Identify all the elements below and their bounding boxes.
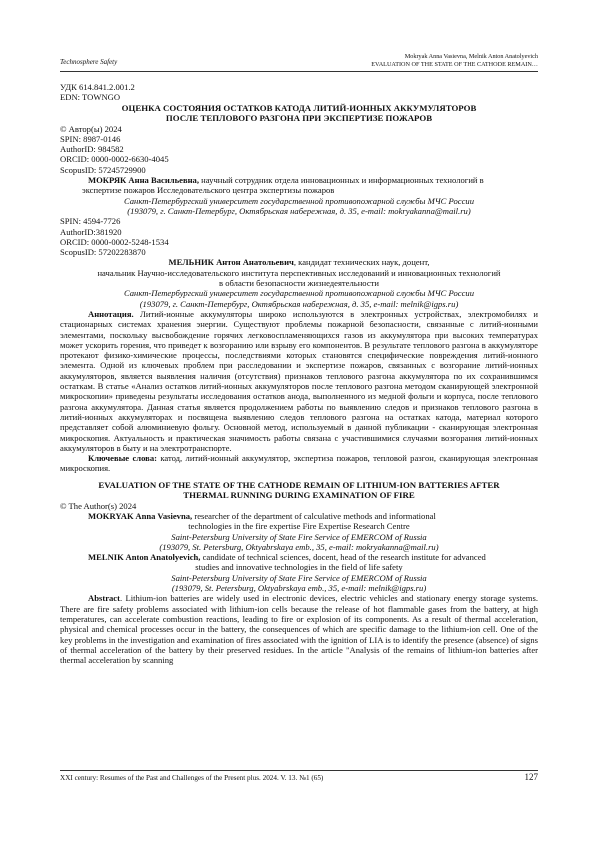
ru-title-line-1: ОЦЕНКА СОСТОЯНИЯ ОСТАТКОВ КАТОДА ЛИТИЙ-ИОННЫХ АККУМУЛЯТОРОВ	[121, 102, 477, 113]
en-author-1-position-cont: technologies in the fire expertise Fire Expertise Research Centre	[188, 521, 410, 532]
en-author-2-affiliation: Saint-Petersburg University of State Fire Service of EMERCOM of Russia	[171, 572, 427, 583]
ru-author-1	[60, 175, 538, 185]
a1-authorid: AuthorID: 984582	[60, 144, 124, 155]
a1-spin: SPIN: 8987-0146	[60, 133, 121, 144]
ru-abstract	[60, 309, 538, 453]
page-number: 127	[524, 772, 538, 782]
en-author-2-address: (193079, St. Petersburg, Oktyabrskaya emb., 35, e-mail: melnik@igps.ru)	[171, 583, 427, 594]
en-abstract-text: . Lithium-ion batteries are widely used in electronic devices, electric vehicles and stationary energy storage systems. There are fire safety problems associated with lithium-ion cells because the release of hot flammable gases from the battery, at high temperatures, can accelerate combustion reactions, leading to fire or explosion of its components. As a result of thermal acceleration, physical and chemical processes occur in the battery, the consequences of which are specific damage to the lithium-ion cell. One of the key problems in the investigation and examination of fires associated with the ignition of LIA is to identify the presence (absence) of signs of thermal acceleration of the battery by their preserved residues. In the article "Analysis of the remains of lithium-ion batteries after thermal acceleration by scanning	[60, 593, 538, 666]
a2-authorid: AuthorID:381920	[60, 226, 122, 237]
a1-scopusid: ScopusID: 57245729900	[60, 164, 146, 175]
en-author-2-position: candidate of technical sciences, docent, head of the research institute for advanced	[200, 552, 486, 563]
en-author-2	[60, 552, 538, 562]
edn-code: EDN: TOWNGO	[60, 92, 121, 103]
footer-rule	[60, 770, 538, 771]
ru-abstract-label: Аннотация.	[88, 308, 134, 319]
ru-author-2-position-cont: начальник Научно-исследовательского института перспективных исследований и инновационных технологий	[97, 267, 501, 278]
ru-author-1-position-cont: экспертизе пожаров Исследовательского центра экспертизы пожаров	[82, 185, 335, 196]
en-abstract	[60, 593, 538, 665]
en-author-1-affiliation: Saint-Petersburg University of State Fire Service of EMERCOM of Russia	[171, 531, 427, 542]
en-author-1	[60, 511, 538, 521]
en-author-1-address: (193079, St. Petersburg, Oktyabrskaya emb., 35, e-mail: mokryakanna@mail.ru)	[159, 541, 439, 552]
ru-keywords-text: катод, литий-ионный аккумулятор, экспертиза пожаров, тепловой разгон, сканирующая электронная микроскопия.	[60, 453, 538, 474]
en-abstract-label: Abstract	[88, 593, 120, 604]
udk-code: УДК 614.841.2.001.2	[60, 82, 135, 92]
footer-journal: XXI century: Resumes of the Past and Challenges of the Present plus. 2024. V. 13. №1 (65)	[60, 774, 324, 782]
a2-orcid: ORCID: 0000-0002-5248-1534	[60, 236, 169, 247]
en-copyright: © The Author(s) 2024	[60, 500, 137, 511]
en-author-2-name: MELNIK Anton Anatolyevich,	[88, 552, 201, 563]
ru-author-2-affiliation: Санкт-Петербургский университет государственной противопожарной службы МЧС России	[123, 288, 475, 299]
ru-author-2-address: (193079, г. Санкт-Петербург, Октябрьская набережная, д. 35, e-mail: melnik@igps.ru)	[139, 298, 459, 309]
journal-header: Technosphere Safety	[60, 58, 118, 66]
en-author-1-name: MOKRYAK Anna Vasievna,	[88, 510, 193, 521]
ru-author-2-name: МЕЛЬНИК Антон Анатольевич	[168, 257, 294, 268]
running-header	[371, 53, 538, 69]
ru-title-line-2: ПОСЛЕ ТЕПЛОВОГО РАЗГОНА ПРИ ЭКСПЕРТИЗЕ ПОЖАРОВ	[165, 113, 433, 124]
ru-keywords	[60, 453, 538, 474]
ru-keywords-label: Ключевые слова:	[88, 453, 157, 464]
ru-author-2-position-cont-2: в области безопасности жизнедеятельности	[219, 278, 379, 289]
ru-author-1-name: МОКРЯК Анна Васильевна,	[88, 175, 200, 186]
en-author-1-position: researcher of the department of calculative methods and informational	[192, 510, 436, 521]
running-header-authors: Mokryak Anna Vasievna, Melnik Anton Anatolyevich	[404, 53, 538, 60]
ru-copyright: © Автор(ы) 2024	[60, 123, 122, 134]
a2-spin: SPIN: 4594-7726	[60, 216, 121, 227]
ru-author-2	[60, 257, 538, 267]
article-body	[60, 82, 538, 665]
ru-author-2-position: , кандидат технических наук, доцент,	[293, 257, 430, 268]
ru-author-1-position: научный сотрудник отдела инновационных и информационных технологий в	[199, 175, 484, 186]
en-author-2-position-cont: studies and innovative technologies in the field of life safety	[195, 562, 403, 573]
running-header-title: EVALUATION OF THE STATE OF THE CATHODE REMAIN…	[371, 61, 538, 68]
ru-abstract-text: Литий-ионные аккумуляторы широко используются в электронных устройствах, электромобилях и стационарных системах хранения энергии. Существуют проблемы пожарной безопасности, связанные с литий-ионными элементами, поскольку высвобождение горячих легковоспламеняющихся газов из аккумулятора при высоких температурах может ускорить горения, что приведет к возгоранию или взрыву его компонентов. В результате теплового разгона в аккумуляторе протекают физико-химические процессы, последствиями которых становятся специфические повреждения литий-ионного элемента. Одной из ключевых проблем при расследовании и экспертизе пожаров, связанных с возгорание литий-ионных аккумуляторов, является выявления наличия (отсутствия) признаков теплового разгона аккумулятора по их сохранившимся остаткам. В статье «Анализ остатков литий-ионных аккумуляторов после теплового разгона методом сканирующей электронной микроскопии» приведены результаты исследования остатков анода, выполненного из медной фольги и корпуса, после теплового разгона аккумулятора. Данная статья является продолжением работы по выявлению следов и признаков теплового разгона в литий-ионных аккумуляторах и посвящена выявлению следов теплового разгона на остатках катода, материал которого представляет собой алюминиевую фольгу. Основной метод, используемый в данной публикации - сканирующая электронная микроскопия. Актуальность и практическая значимость работы связана с участившимися случаями возгорания литий-ионных аккумуляторов в быту и на электротранспорте.	[60, 308, 538, 453]
ru-author-1-affiliation: Санкт-Петербургский университет государственной противопожарной службы МЧС России	[123, 195, 475, 206]
header-rule	[60, 71, 538, 72]
en-title-line-2: THERMAL RUNNING DURING EXAMINATION OF FIRE	[183, 490, 415, 501]
a2-scopusid: ScopusID: 57202283870	[60, 247, 146, 258]
ru-author-1-address: (193079, г. Санкт-Петербург, Октябрьская набережная, д. 35, e-mail: mokryakanna@mail.ru)	[127, 205, 471, 216]
a1-orcid: ORCID: 0000-0002-6630-4045	[60, 154, 169, 165]
en-title-line-1: EVALUATION OF THE STATE OF THE CATHODE REMAIN OF LITHIUM-ION BATTERIES AFTER	[98, 479, 500, 490]
